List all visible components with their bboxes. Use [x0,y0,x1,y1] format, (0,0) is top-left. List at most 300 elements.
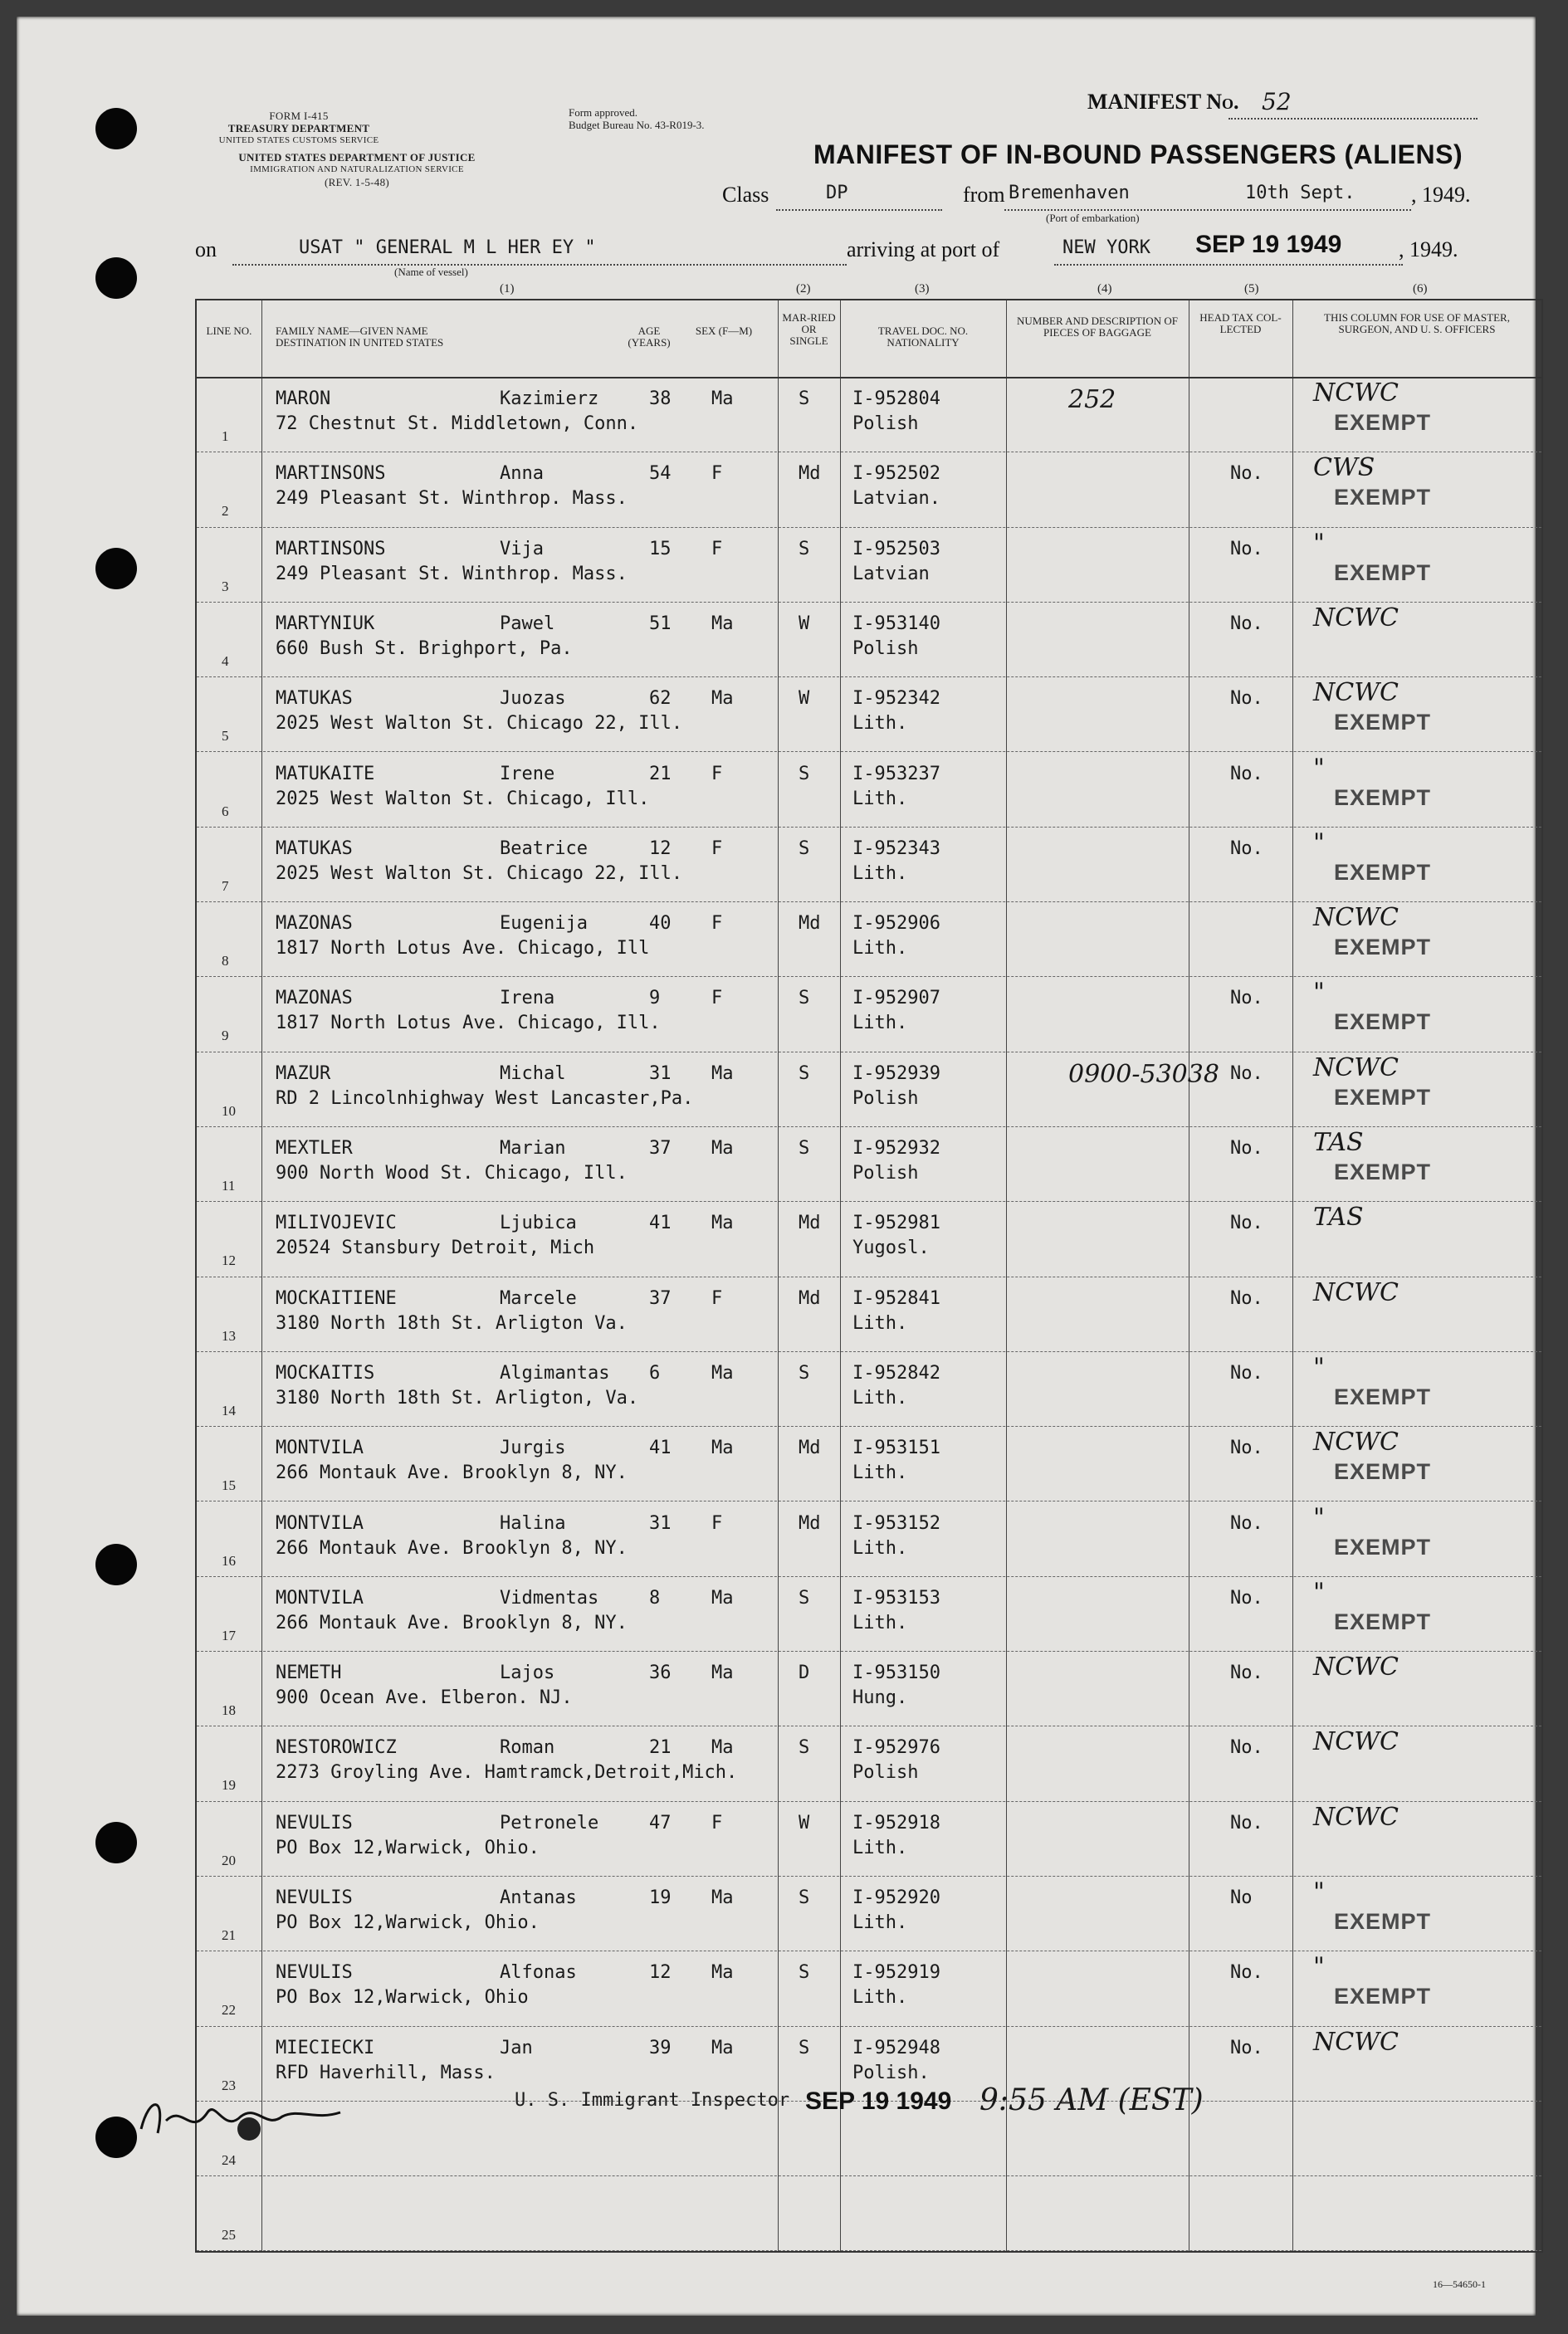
travel-doc-no: I-952906 [852,913,940,935]
officer-note: " [1313,528,1325,558]
signature-scribble [133,2087,349,2146]
officer-note: CWS [1313,453,1375,483]
line-number: 23 [222,2077,236,2093]
port-caption: (Port of embarkation) [1046,212,1140,224]
travel-doc-no: I-952948 [852,2037,940,2058]
table-row [197,1126,1541,1202]
baggage: 0900-53038 [1068,1059,1219,1089]
given-name: Marcele [500,1287,577,1309]
nationality: Hung. [852,1687,908,1709]
head-tax: No. [1230,1962,1263,1984]
age: 31 [649,1062,672,1084]
departure-year: , 1949. [1411,183,1471,207]
line-number: 17 [222,1627,236,1643]
marital-status: S [799,1062,810,1084]
line-number: 21 [222,1927,236,1943]
family-name: NESTOROWICZ [276,1737,397,1759]
table-row [197,1576,1541,1652]
agency-block [174,110,423,147]
budget-label: Budget Bureau No. 43-R019-3. [569,119,705,131]
table-row [197,901,1541,977]
travel-doc-no: I-952918 [852,1812,940,1834]
marital-status: S [799,1138,810,1159]
nationality: Lith. [852,1537,908,1559]
given-name: Beatrice [500,837,588,859]
header-dest-label: DESTINATION IN UNITED STATES [276,336,444,349]
inspector-stamp: SEP 19 1949 [805,2087,952,2115]
marital-status: Md [799,1438,821,1459]
given-name: Jurgis [500,1438,566,1459]
exempt-stamp: EXEMPT [1334,935,1432,960]
from-line [1004,209,1411,211]
destination: RFD Haverhill, Mass. [276,2062,496,2083]
head-tax: No. [1230,1138,1263,1159]
head-tax: No. [1230,1213,1263,1234]
binder-hole [95,257,137,299]
marital-status: W [799,1812,810,1834]
age: 12 [649,1962,672,1984]
age: 15 [649,538,672,559]
exempt-stamp: EXEMPT [1334,1609,1432,1634]
nationality: Lith. [852,1912,908,1933]
head-tax: No. [1230,837,1263,859]
family-name: NEVULIS [276,1812,353,1834]
officer-note: NCWC [1313,1727,1399,1757]
destination: 266 Montauk Ave. Brooklyn 8, NY. [276,1612,628,1633]
nationality: Lith. [852,1387,908,1409]
family-name: MARTINSONS [276,538,386,559]
travel-doc-no: I-952503 [852,538,940,559]
family-name: MAZONAS [276,988,353,1009]
travel-doc-no: I-952842 [852,1362,940,1384]
family-name: MONTVILA [276,1438,364,1459]
family-name: MONTVILA [276,1587,364,1609]
destination: 900 Ocean Ave. Elberon. NJ. [276,1687,573,1709]
line-number: 12 [222,1252,236,1269]
officer-note: NCWC [1313,1653,1399,1682]
officer-note: NCWC [1313,678,1399,708]
class-line [776,209,942,211]
given-name: Michal [500,1062,566,1084]
travel-doc-no: I-952976 [852,1737,940,1759]
head-tax: No. [1230,1737,1263,1759]
given-name: Vidmentas [500,1587,599,1609]
officer-note: " [1313,828,1325,857]
header-tax: HEAD TAX COL-LECTED [1199,311,1282,335]
given-name: Halina [500,1512,566,1534]
line-number: 13 [222,1327,236,1344]
marital-status: Md [799,1512,821,1534]
family-name: NEVULIS [276,1962,353,1984]
family-name: MILIVOJEVIC [276,1213,397,1234]
inspector-time: 9:55 AM (EST) [979,2083,1204,2117]
binder-hole [95,1822,137,1863]
nationality: Yugosl. [852,1238,930,1259]
nationality: Lith. [852,1312,908,1334]
sex: Ma [711,1962,734,1984]
arriving-label: arriving at port of [847,237,1000,261]
age: 37 [649,1138,672,1159]
officer-note: TAS [1313,1203,1364,1233]
binder-hole [95,1544,137,1585]
age: 54 [649,463,672,485]
travel-doc-no: I-952804 [852,388,940,409]
age: 41 [649,1438,672,1459]
travel-doc-no: I-952981 [852,1213,940,1234]
travel-doc-no: I-952919 [852,1962,940,1984]
destination: PO Box 12,Warwick, Ohio. [276,1912,540,1933]
table-row [197,527,1541,603]
exempt-stamp: EXEMPT [1334,1084,1432,1110]
officer-note: NCWC [1313,1428,1399,1458]
destination: 1817 North Lotus Ave. Chicago, Ill [276,938,650,959]
marital-status: Md [799,913,821,935]
nationality: Polish [852,1163,919,1184]
sex: Ma [711,1138,734,1159]
sex: Ma [711,1663,734,1684]
arrival-year: , 1949. [1399,237,1458,261]
family-name: MATUKAS [276,688,353,710]
from-label: from [963,183,1005,207]
marital-status: S [799,538,810,559]
destination: 266 Montauk Ave. Brooklyn 8, NY. [276,1462,628,1484]
family-name: MIECIECKI [276,2037,375,2058]
destination: 249 Pleasant St. Winthrop. Mass. [276,563,628,584]
table-row [197,1951,1541,2026]
header-sex: SEX (F—M) [695,325,753,337]
nationality: Latvian. [852,488,940,510]
table-row [197,1501,1541,1577]
line-number: 18 [222,1702,236,1719]
table-row [197,602,1541,677]
colnum-1: (1) [500,282,515,295]
destination: 2273 Groyling Ave. Hamtramck,Detroit,Mich. [276,1762,738,1784]
age: 19 [649,1887,672,1908]
marital-status: Md [799,1287,821,1309]
colnum-3: (3) [915,282,930,295]
line-number: 3 [222,578,229,594]
exempt-stamp: EXEMPT [1334,1909,1432,1934]
approval-label: Form approved. [569,106,638,119]
colnum-4: (4) [1097,282,1112,295]
sex: Ma [711,1737,734,1759]
officer-note: " [1313,1502,1325,1532]
line-number: 20 [222,1852,236,1868]
sex: Ma [711,1887,734,1908]
nationality: Polish [852,1762,919,1784]
family-name: NEVULIS [276,1887,353,1908]
colnum-2: (2) [796,282,811,295]
line-number: 10 [222,1102,236,1119]
age: 21 [649,763,672,784]
exempt-stamp: EXEMPT [1334,1160,1432,1184]
table-row [197,1351,1541,1427]
exempt-stamp: EXEMPT [1334,559,1432,585]
travel-doc-no: I-953237 [852,763,940,784]
treasury-label: TREASURY DEPARTMENT [227,122,370,134]
head-tax: No. [1230,463,1263,485]
manifest-no-value: 52 [1262,88,1292,115]
age: 62 [649,688,672,710]
customs-label: UNITED STATES CUSTOMS SERVICE [218,135,379,145]
marital-status: S [799,1587,810,1609]
given-name: Petronele [500,1812,599,1834]
head-tax: No. [1230,538,1263,559]
form-footer: 16—54650-1 [1433,2278,1486,2290]
officer-note: NCWC [1313,1277,1399,1307]
vessel-caption: (Name of vessel) [394,266,468,278]
destination: 1817 North Lotus Ave. Chicago, Ill. [276,1013,661,1034]
marital-status: S [799,837,810,859]
sex: F [711,463,723,485]
destination: 2025 West Walton St. Chicago 22, Ill. [276,713,683,735]
travel-doc-no: I-952841 [852,1287,940,1309]
table-row [197,452,1541,527]
nationality: Lith. [852,938,908,959]
line-number: 2 [222,503,229,520]
table-row [197,1876,1541,1951]
officer-note: " [1313,1352,1325,1382]
colnum-6: (6) [1413,282,1428,295]
destination: PO Box 12,Warwick, Ohio. [276,1837,540,1858]
head-tax: No. [1230,1812,1263,1834]
form-number: FORM I-415 [269,110,329,122]
officer-note: " [1313,978,1325,1008]
exempt-stamp: EXEMPT [1334,710,1432,735]
age: 38 [649,388,672,409]
age: 47 [649,1812,672,1834]
travel-doc-no: I-952920 [852,1887,940,1908]
exempt-stamp: EXEMPT [1334,1534,1432,1560]
family-name: MATUKAS [276,837,353,859]
officer-note: " [1313,1577,1325,1607]
travel-doc-no: I-953140 [852,613,940,634]
given-name: Algimantas [500,1362,610,1384]
family-name: MARTYNIUK [276,613,375,634]
age: 8 [649,1587,661,1609]
header-married: MAR-RIED OR SINGLE [782,311,836,347]
given-name: Pawel [500,613,555,634]
sex: F [711,988,723,1009]
officer-note: " [1313,1877,1325,1907]
head-tax: No. [1230,1062,1263,1084]
sex: F [711,1287,723,1309]
line-number: 4 [222,652,229,669]
age: 9 [649,988,661,1009]
given-name: Jan [500,2037,533,2058]
header-name [276,325,525,349]
sex: F [711,538,723,559]
row-divider [197,2250,1541,2251]
exempt-stamp: EXEMPT [1334,485,1432,510]
travel-doc-no: I-952502 [852,463,940,485]
age: 40 [649,913,672,935]
marital-status: S [799,988,810,1009]
destination: 3180 North 18th St. Arligton, Va. [276,1387,639,1409]
header-line-no: LINE NO. [206,325,252,337]
sex: F [711,1512,723,1534]
destination: 266 Montauk Ave. Brooklyn 8, NY. [276,1537,628,1559]
arrival-line [1054,264,1403,266]
binder-hole [95,548,137,589]
family-name: MOCKAITIENE [276,1287,397,1309]
marital-status: S [799,1887,810,1908]
sex: Ma [711,1438,734,1459]
sex: Ma [711,1362,734,1384]
given-name: Vija [500,538,544,559]
nationality: Lith. [852,713,908,735]
marital-status: Md [799,463,821,485]
officer-note: NCWC [1313,603,1399,632]
officer-note: " [1313,1952,1325,1982]
exempt-stamp: EXEMPT [1334,410,1432,435]
line-number: 14 [222,1402,236,1418]
exempt-stamp: EXEMPT [1334,1009,1432,1035]
destination: 249 Pleasant St. Winthrop. Mass. [276,488,628,510]
given-name: Marian [500,1138,566,1159]
sex: Ma [711,613,734,634]
travel-doc-no: I-953153 [852,1587,940,1609]
inspector-label: U. S. Immigrant Inspector [515,2090,790,2111]
nationality: Lith. [852,1013,908,1034]
rev-label: (REV. 1-5-48) [324,176,390,188]
sex: Ma [711,388,734,409]
line-number: 5 [222,728,229,745]
family-name: MAZONAS [276,913,353,935]
head-tax: No. [1230,988,1263,1009]
table-row [197,1426,1541,1501]
head-tax: No. [1230,1362,1263,1384]
destination: 20524 Stansbury Detroit, Mich [276,1238,595,1259]
officer-note: NCWC [1313,378,1399,408]
sex: Ma [711,1213,734,1234]
nationality: Latvian [852,563,930,584]
head-tax: No. [1230,1287,1263,1309]
marital-status: S [799,1962,810,1984]
head-tax: No. [1230,2037,1263,2058]
age: 41 [649,1213,672,1234]
marital-status: D [799,1663,810,1684]
sex: F [711,1812,723,1834]
travel-doc-no: I-953152 [852,1512,940,1534]
given-name: Antanas [500,1887,577,1908]
family-name: MATUKAITE [276,763,375,784]
nationality: Lith. [852,1987,908,2009]
officer-note: NCWC [1313,2027,1399,2057]
table-row [197,1651,1541,1726]
sex: Ma [711,1587,734,1609]
marital-status: W [799,688,810,710]
exempt-stamp: EXEMPT [1334,1459,1432,1485]
baggage: 252 [1068,385,1116,414]
sex: Ma [711,1062,734,1084]
header-officers: THIS COLUMN FOR USE OF MASTER, SURGEON, AND U. S. OFFICERS [1324,311,1510,335]
sex: F [711,763,723,784]
exempt-stamp: EXEMPT [1334,784,1432,810]
nationality: Polish [852,1087,919,1109]
age: 21 [649,1737,672,1759]
header-travel: TRAVEL DOC. NO. NATIONALITY [877,325,969,349]
marital-status: S [799,1737,810,1759]
destination: 2025 West Walton St. Chicago 22, Ill. [276,862,683,884]
table-row [197,676,1541,752]
sex: F [711,837,723,859]
table-row [197,377,1541,452]
binder-hole [95,108,137,149]
given-name: Alfonas [500,1962,577,1984]
line-number: 11 [222,1178,236,1194]
officer-note: " [1313,753,1325,783]
class-label: Class [722,183,769,207]
family-name: MONTVILA [276,1512,364,1534]
doj-label: UNITED STATES DEPARTMENT OF JUSTICE [238,151,476,164]
passenger-table [195,282,1543,2253]
line-number: 8 [222,953,229,969]
destination: 3180 North 18th St. Arligton Va. [276,1312,628,1334]
officer-note: NCWC [1313,903,1399,933]
marital-status: S [799,2037,810,2058]
colnum-5: (5) [1244,282,1259,295]
table-row [197,1801,1541,1877]
exempt-stamp: EXEMPT [1334,859,1432,885]
line-number: 19 [222,1777,236,1794]
vessel-name: USAT " GENERAL M L HER EY " [299,237,596,258]
sex: Ma [711,2037,734,2058]
age: 6 [649,1362,661,1384]
nationality: Lith. [852,862,908,884]
destination: 72 Chestnut St. Middletown, Conn. [276,413,639,434]
destination: RD 2 Lincolnhighway West Lancaster,Pa. [276,1087,694,1109]
arrival-date-stamp: SEP 19 1949 [1195,231,1342,258]
family-name: MOCKAITIS [276,1362,375,1384]
approval-block [569,106,705,131]
ins-label: IMMIGRATION AND NATURALIZATION SERVICE [250,164,464,174]
nationality: Lith. [852,1612,908,1633]
nationality: Polish. [852,2062,930,2083]
nationality: Polish [852,413,919,434]
travel-doc-no: I-953150 [852,1663,940,1684]
age: 12 [649,837,672,859]
doj-block [174,151,540,188]
head-tax: No. [1230,688,1263,710]
sex: Ma [711,688,734,710]
header-baggage: NUMBER AND DESCRIPTION OF PIECES OF BAGGAGE [1017,315,1178,339]
family-name: MARTINSONS [276,463,386,485]
line-number: 6 [222,803,229,819]
table-row [197,976,1541,1052]
head-tax: No. [1230,1438,1263,1459]
from-value: Bremenhaven [1009,183,1130,203]
given-name: Eugenija [500,913,588,935]
line-number: 9 [222,1028,229,1044]
nationality: Lith. [852,1462,908,1484]
travel-doc-no: I-952907 [852,988,940,1009]
inspector-signature [133,2087,349,2155]
manifest-no-label: MANIFEST No. [1087,90,1239,114]
nationality: Lith. [852,788,908,809]
family-name: MAZUR [276,1062,331,1084]
manifest-no-line [1229,118,1478,120]
table-row [197,827,1541,902]
sex: F [711,913,723,935]
given-name: Kazimierz [500,388,599,409]
vessel-line [232,264,847,266]
on-label: on [195,237,217,261]
head-tax: No. [1230,1663,1263,1684]
officer-note: NCWC [1313,1052,1399,1082]
departure-date: 10th Sept. [1245,183,1356,203]
age: 39 [649,2037,672,2058]
